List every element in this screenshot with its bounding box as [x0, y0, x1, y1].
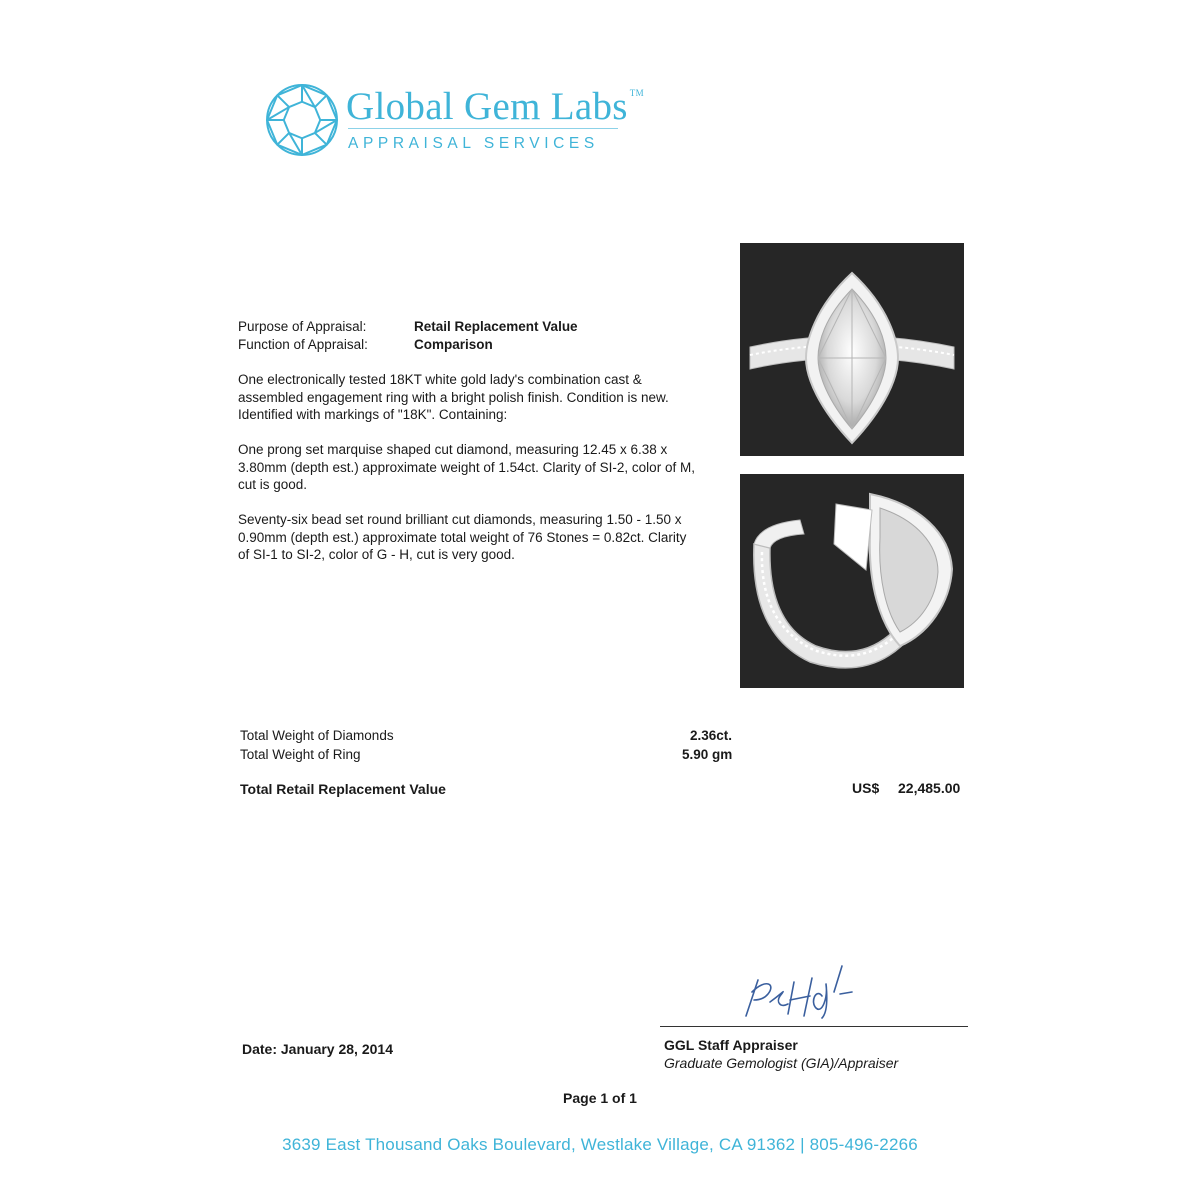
- appraisal-date: Date: January 28, 2014: [242, 1041, 393, 1057]
- brand-subtitle: APPRAISAL SERVICES: [348, 135, 599, 152]
- purpose-label: Purpose of Appraisal:: [238, 319, 367, 334]
- brand-divider: [348, 128, 618, 129]
- side-stones-description: Seventy-six bead set round brilliant cut diamonds, measuring 1.50 - 1.50 x 0.90mm (depth est.) approximate total weight of 76 Stones = 0.82ct. Clarity of SI-1 to SI-2, color of G - H, cut is very good.: [238, 512, 687, 562]
- total-value-amount: 22,485.00: [898, 780, 961, 796]
- total-ring-weight-value: 5.90 gm: [682, 747, 733, 762]
- page-number: Page 1 of 1: [563, 1090, 637, 1106]
- ring-photo-side: [740, 474, 964, 688]
- total-diamond-weight-value: 2.36ct.: [690, 728, 733, 743]
- center-stone-description: One prong set marquise shaped cut diamond, measuring 12.45 x 6.38 x 3.80mm (depth est.) approximate weight of 1.54ct. Clarity of SI-2, color of M, cut is good.: [238, 442, 695, 492]
- appraiser-title: Graduate Gemologist (GIA)/Appraiser: [664, 1055, 899, 1071]
- footer-address: 3639 East Thousand Oaks Boulevard, Westlake Village, CA 91362 | 805-496-2266: [282, 1135, 918, 1154]
- ring-description: One electronically tested 18KT white gold lady's combination cast & assembled engagement ring with a bright polish finish. Condition is new. Identified with markings of "18K". Containing:: [238, 372, 669, 422]
- ring-photo-top: [740, 243, 964, 456]
- total-value-label: Total Retail Replacement Value: [240, 781, 446, 797]
- total-diamond-weight-label: Total Weight of Diamonds: [240, 728, 394, 743]
- purpose-value: Retail Replacement Value: [414, 319, 578, 334]
- appraiser-signature: [730, 962, 860, 1024]
- signature-line: [660, 1026, 968, 1027]
- brand-name: Global Gem Labs ™: [346, 85, 644, 128]
- diamond-icon: [264, 82, 340, 158]
- currency-label: US$: [852, 780, 880, 796]
- total-ring-weight-label: Total Weight of Ring: [240, 747, 361, 762]
- appraiser-name: GGL Staff Appraiser: [664, 1037, 798, 1053]
- trademark-mark: TM: [629, 88, 644, 98]
- function-label: Function of Appraisal:: [238, 337, 368, 352]
- function-value: Comparison: [414, 337, 493, 352]
